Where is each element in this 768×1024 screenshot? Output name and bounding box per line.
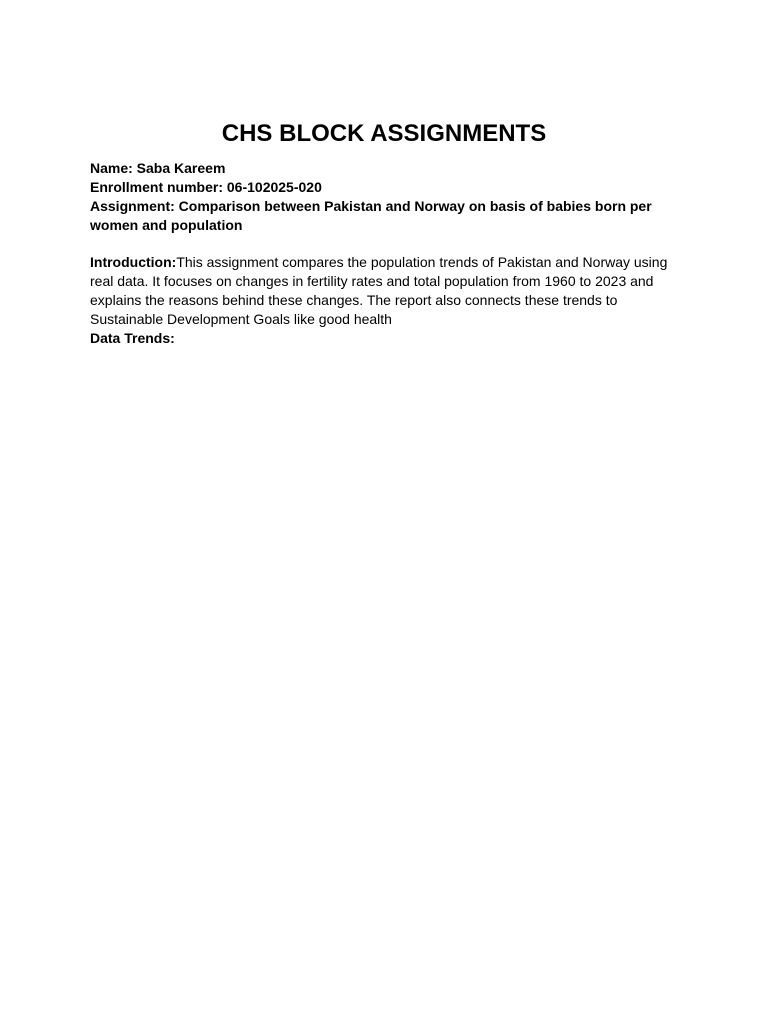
- document-title: CHS BLOCK ASSIGNMENTS: [221, 120, 547, 147]
- assignment-topic: Assignment: Comparison between Pakistan and Norway on basis of babies born per women and population: [90, 198, 652, 233]
- data-trends-heading: Data Trends:: [90, 330, 175, 346]
- student-info: [90, 159, 680, 235]
- introduction-label: Introduction:: [90, 254, 177, 270]
- student-name: Name: Saba Kareem: [90, 160, 226, 176]
- introduction-paragraph: [90, 253, 675, 329]
- enrollment-number: Enrollment number: 06-102025-020: [90, 179, 322, 195]
- introduction-text: This assignment compares the population trends of Pakistan and Norway using real data. It focuses on changes in fertility rates and total population from 1960 to 2023 and explains the reasons behind these changes. The report also connects these trends to Sustainable Development Goals like good health: [90, 254, 668, 327]
